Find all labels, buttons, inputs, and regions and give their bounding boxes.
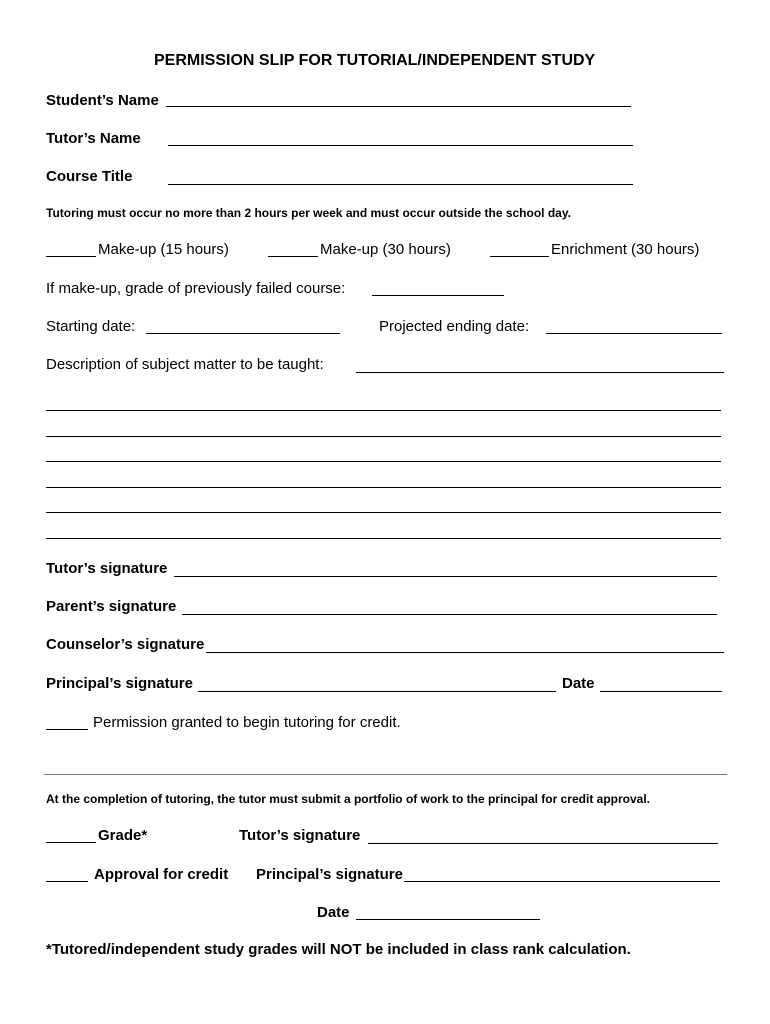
tutor-name-field[interactable]	[168, 145, 633, 146]
counselor-signature-label: Counselor’s signature	[46, 636, 205, 653]
description-field-line[interactable]	[46, 436, 721, 437]
principal-date-field[interactable]	[600, 691, 722, 692]
approval-for-credit-label: Approval for credit	[94, 866, 229, 883]
parent-signature-field[interactable]	[182, 614, 717, 615]
description-label: Description of subject matter to be taught:	[46, 356, 324, 373]
permission-granted-blank[interactable]	[46, 729, 88, 730]
permission-granted-text: Permission granted to begin tutoring for credit.	[93, 714, 401, 731]
completion-date-field[interactable]	[356, 919, 540, 920]
parent-signature-label: Parent’s signature	[46, 598, 177, 615]
form-title: PERMISSION SLIP FOR TUTORIAL/INDEPENDENT STUDY	[154, 52, 596, 69]
counselor-signature-field[interactable]	[206, 652, 724, 653]
failed-course-field[interactable]	[372, 295, 504, 296]
course-title-label: Course Title	[46, 168, 133, 185]
makeup15-blank[interactable]	[46, 256, 96, 257]
tutor-name-label: Tutor’s Name	[46, 130, 141, 147]
completion-date-label: Date	[317, 904, 350, 921]
course-title-field[interactable]	[168, 184, 633, 185]
description-field-line[interactable]	[46, 538, 721, 539]
failed-course-label: If make-up, grade of previously failed course:	[46, 280, 346, 297]
completion-instruction: At the completion of tutoring, the tutor must submit a portfolio of work to the principal for credit approval.	[46, 792, 650, 806]
tutor-signature-label: Tutor’s signature	[46, 560, 168, 577]
principal-date-label: Date	[562, 675, 595, 692]
completion-principal-signature-field[interactable]	[404, 881, 720, 882]
projected-end-field[interactable]	[546, 333, 722, 334]
completion-tutor-signature-label: Tutor’s signature	[239, 827, 361, 844]
completion-principal-signature-label: Principal’s signature	[256, 866, 403, 883]
description-field-line[interactable]	[356, 372, 724, 373]
description-field-line[interactable]	[46, 512, 721, 513]
principal-signature-label: Principal’s signature	[46, 675, 193, 692]
makeup30-label: Make-up (30 hours)	[320, 241, 451, 258]
student-name-field[interactable]	[166, 106, 631, 107]
description-field-line[interactable]	[46, 410, 721, 411]
footnote: *Tutored/independent study grades will NOT be included in class rank calculation.	[46, 941, 631, 958]
grade-blank[interactable]	[46, 842, 96, 843]
makeup15-label: Make-up (15 hours)	[98, 241, 229, 258]
enrichment30-blank[interactable]	[490, 256, 549, 257]
description-field-line[interactable]	[46, 461, 721, 462]
makeup30-blank[interactable]	[268, 256, 318, 257]
starting-date-label: Starting date:	[46, 318, 136, 335]
principal-signature-field[interactable]	[198, 691, 556, 692]
section-divider	[44, 774, 727, 775]
tutoring-rule-text: Tutoring must occur no more than 2 hours per week and must occur outside the school day.	[46, 206, 571, 220]
projected-end-label: Projected ending date:	[379, 318, 530, 335]
enrichment30-label: Enrichment (30 hours)	[551, 241, 700, 258]
completion-tutor-signature-field[interactable]	[368, 843, 718, 844]
student-name-label: Student’s Name	[46, 92, 159, 109]
description-field-line[interactable]	[46, 487, 721, 488]
tutor-signature-field[interactable]	[174, 576, 717, 577]
starting-date-field[interactable]	[146, 333, 340, 334]
grade-label: Grade*	[98, 827, 148, 844]
approval-blank[interactable]	[46, 881, 88, 882]
